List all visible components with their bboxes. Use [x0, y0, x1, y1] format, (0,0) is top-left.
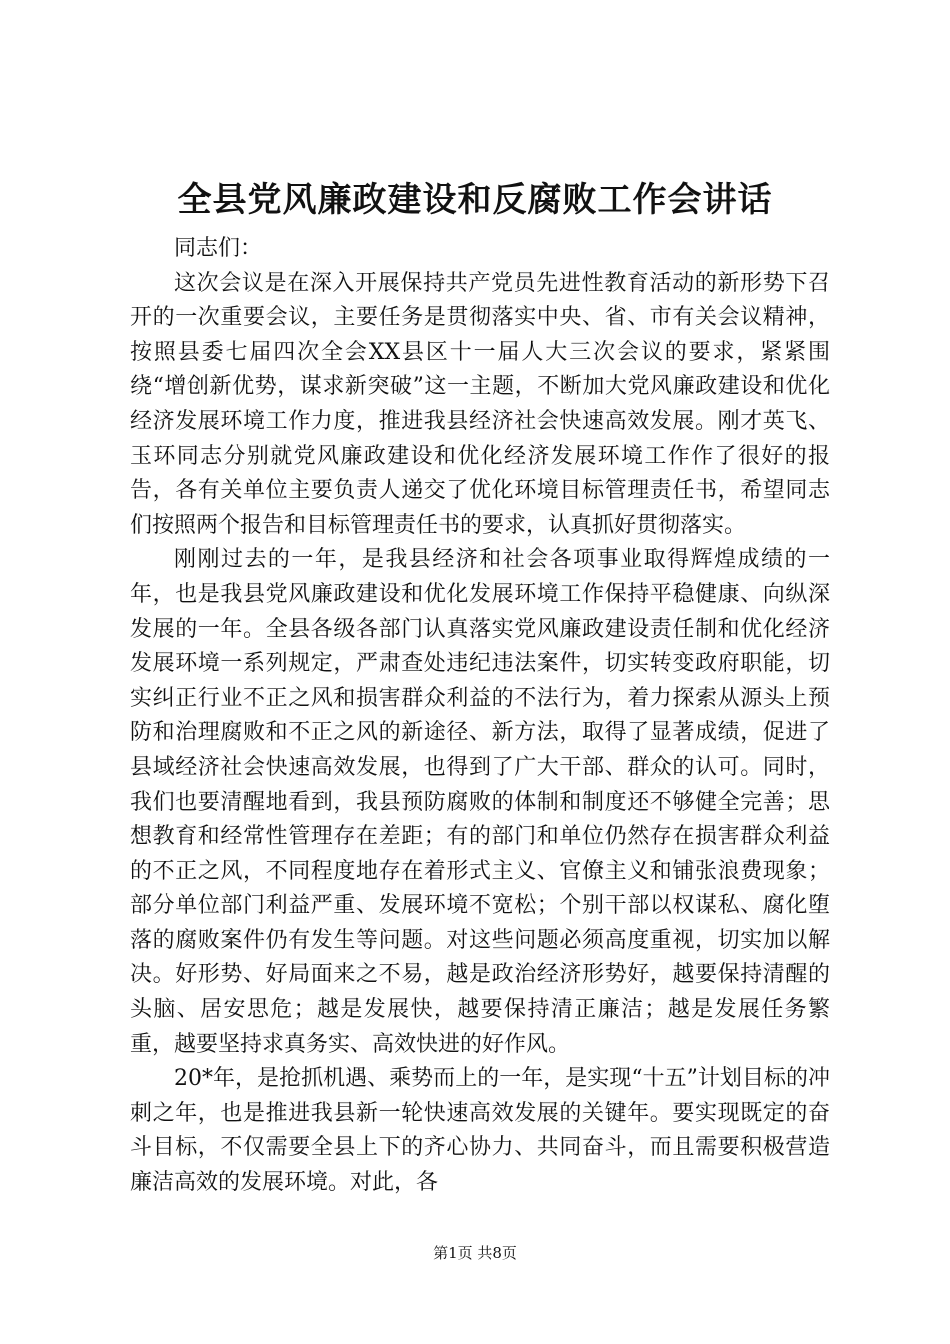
document-body — [130, 232, 830, 1201]
page-number-footer: 第1页 共8页 — [433, 1244, 517, 1262]
paragraph-3: 20*年，是抢抓机遇、乘势而上的一年，是实现“十五”计划目标的冲刺之年，也是推进我县新一轮快速高效发展的关键年。要实现既定的奋斗目标，不仅需要全县上下的齐心协力、共同奋斗，而且需要积极营造廉洁高效的发展环境。对此，各 — [130, 1066, 830, 1196]
salutation: 同志们： — [174, 236, 263, 261]
paragraph-2: 刚刚过去的一年，是我县经济和社会各项事业取得辉煌成绩的一年，也是我县党风廉政建设和优化发展环境工作保持平稳健康、向纵深发展的一年。全县各级各部门认真落实党风廉政建设责任制和优化经济发展环境一系列规定，严肃查处违纪违法案件，切实转变政府职能，切实纠正行业不正之风和损害群众利益的不法行为，着力探索从源头上预防和治理腐败和不正之风的新途径、新方法，取得了显著成绩，促进了县域经济社会快速高效发展，也得到了广大干部、群众的认可。同时，我们也要清醒地看到，我县预防腐败的体制和制度还不够健全完善；思想教育和经常性管理存在差距；有的部门和单位仍然存在损害群众利益的不正之风，不同程度地存在着形式主义、官僚主义和铺张浪费现象；部分单位部门利益严重、发展环境不宽松；个别干部以权谋私、腐化堕落的腐败案件仍有发生等问题。对这些问题必须高度重视，切实加以解决。好形势、好局面来之不易，越是政治经济形势好，越要保持清醒的头脑、居安思危；越是发展快，越要保持清正廉洁；越是发展任务繁重，越要坚持求真务实、高效快进的好作风。 — [130, 547, 830, 1057]
document-title: 全县党风廉政建设和反腐败工作会讲话 — [177, 180, 773, 220]
paragraph-1: 这次会议是在深入开展保持共产党员先进性教育活动的新形势下召开的一次重要会议，主要任务是贯彻落实中央、省、市有关会议精神，按照县委七届四次全会XX县区十一届人大三次会议的要求，紧紧围绕“增创新优势，谋求新突破”这一主题，不断加大党风廉政建设和优化经济发展环境工作力度，推进我县经济社会快速高效发展。刚才英飞、玉环同志分别就党风廉政建设和优化经济发展环境工作作了很好的报告，各有关单位主要负责人递交了优化环境目标管理责任书，希望同志们按照两个报告和目标管理责任书的要求，认真抓好贯彻落实。 — [130, 270, 830, 538]
